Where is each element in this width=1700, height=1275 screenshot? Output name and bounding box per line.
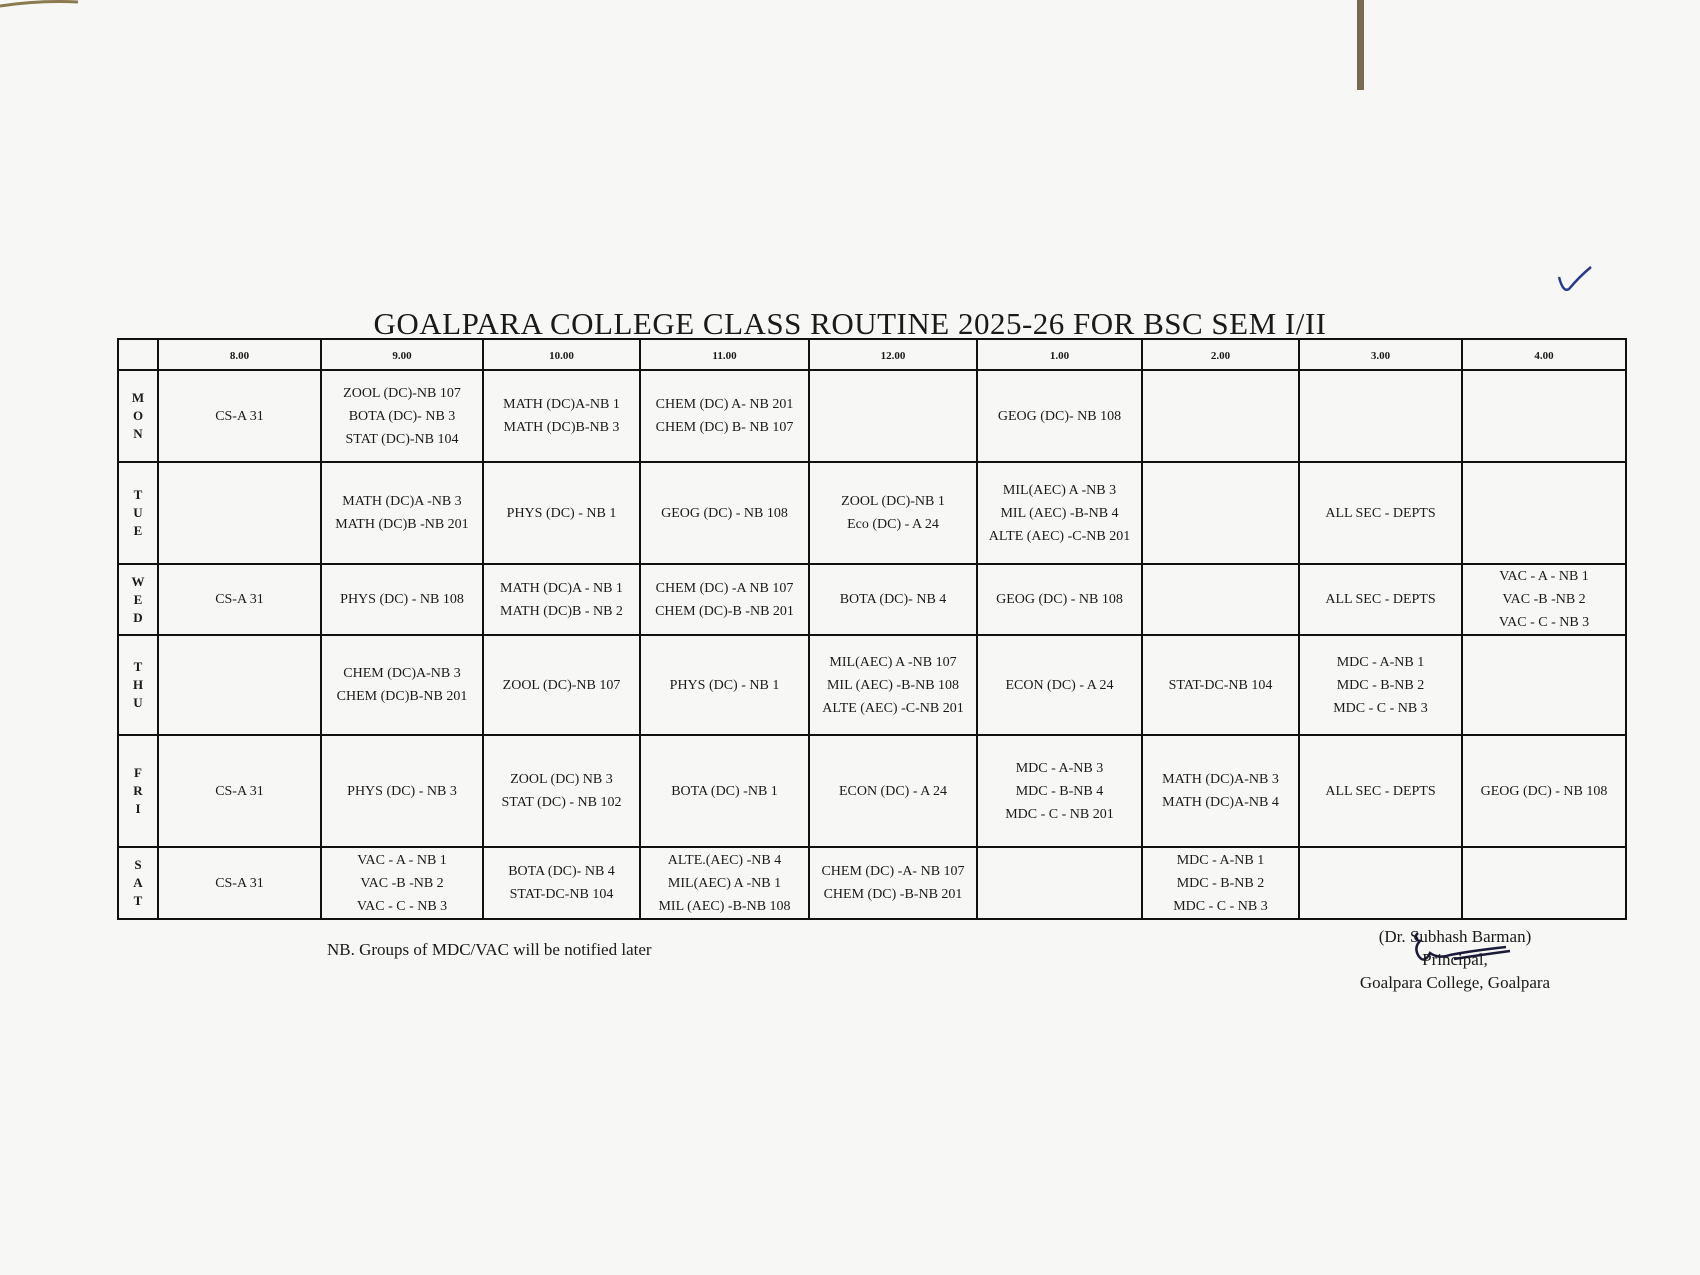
day-letter: W	[131, 573, 145, 589]
routine-cell	[158, 847, 321, 919]
class-entry: ZOOL (DC)-NB 107	[343, 385, 461, 401]
class-entry: MDC - B-NB 2	[1336, 677, 1425, 693]
signatory-institution: Goalpara College, Goalpara	[1359, 973, 1551, 992]
routine-cell	[1462, 564, 1626, 635]
routine-cell	[483, 635, 640, 735]
class-entry: STAT (DC) - NB 102	[501, 795, 622, 810]
class-entry: PHYS (DC) - NB 1	[669, 677, 780, 693]
class-entry: PHYS (DC) - NB 1	[506, 505, 617, 521]
time-slot-header: 9.00	[321, 339, 483, 370]
routine-cell	[483, 370, 640, 462]
class-entry: STAT-DC-NB 104	[1168, 677, 1273, 693]
routine-cell	[1299, 635, 1462, 735]
day-row	[118, 735, 1626, 847]
day-letter: U	[133, 695, 143, 710]
routine-cell	[158, 370, 321, 462]
routine-cell	[158, 462, 321, 564]
routine-cell	[483, 462, 640, 564]
class-entry: BOTA (DC)- NB 4	[839, 592, 947, 607]
day-letter: N	[133, 426, 143, 441]
class-entry: MIL(AEC) A -NB 107	[829, 654, 957, 670]
class-entry: ZOOL (DC) NB 3	[510, 772, 613, 787]
class-entry: CHEM (DC) A- NB 201	[655, 397, 794, 412]
class-entry: STAT-DC-NB 104	[509, 887, 614, 902]
routine-cell	[977, 635, 1142, 735]
day-letter: E	[133, 523, 143, 538]
class-entry: PHYS (DC) - NB 108	[340, 592, 464, 607]
routine-cell	[158, 564, 321, 635]
day-row	[118, 635, 1626, 735]
routine-cell	[809, 735, 977, 847]
signatory-designation: Principal,	[1422, 950, 1488, 969]
class-entry: GEOG (DC) - NB 108	[1480, 783, 1608, 799]
class-entry: MATH (DC)B-NB 3	[503, 420, 620, 435]
class-entry: CS-A 31	[215, 875, 264, 891]
routine-cell	[1462, 635, 1626, 735]
scan-edge-mark	[1354, 0, 1368, 92]
class-entry: CHEM (DC) -B-NB 201	[823, 887, 963, 902]
routine-cell	[809, 635, 977, 735]
signatory-name: (Dr. Subhash Barman)	[1378, 927, 1532, 946]
day-letter: T	[133, 659, 143, 674]
routine-cell	[1462, 847, 1626, 919]
routine-cell	[977, 735, 1142, 847]
scan-edge-mark	[0, 0, 80, 10]
class-entry: ZOOL (DC)-NB 107	[502, 677, 621, 693]
corner-cell	[118, 339, 158, 370]
class-entry: MIL (AEC) -B-NB 108	[658, 898, 791, 914]
routine-cell	[1462, 370, 1626, 462]
class-entry: ALL SEC - DEPTS	[1325, 783, 1436, 799]
day-label	[118, 735, 158, 847]
day-label	[118, 462, 158, 564]
class-entry: MDC - B-NB 4	[1015, 783, 1104, 799]
routine-cell	[977, 564, 1142, 635]
class-entry: GEOG (DC) - NB 108	[661, 505, 788, 521]
day-letter: O	[132, 408, 144, 423]
class-entry: MATH (DC)A-NB 1	[503, 397, 620, 412]
class-entry: CHEM (DC)B-NB 201	[336, 689, 468, 704]
class-entry: CHEM (DC)-B -NB 201	[655, 603, 794, 619]
routine-cell	[977, 462, 1142, 564]
class-entry: Eco (DC) - A 24	[847, 517, 939, 532]
class-entry: VAC -B -NB 2	[360, 875, 444, 891]
routine-cell	[1142, 847, 1299, 919]
routine-cell	[483, 735, 640, 847]
routine-cell	[321, 462, 483, 564]
day-row	[118, 564, 1626, 635]
routine-cell	[1299, 370, 1462, 462]
day-letter: T	[133, 893, 143, 908]
routine-cell	[977, 370, 1142, 462]
class-entry: ALTE (AEC) -C-NB 201	[988, 528, 1131, 544]
class-entry: VAC -B -NB 2	[1502, 592, 1586, 607]
routine-cell	[1299, 847, 1462, 919]
routine-cell	[1142, 462, 1299, 564]
routine-cell	[640, 462, 809, 564]
routine-cell	[809, 462, 977, 564]
class-entry: CS-A 31	[215, 408, 264, 424]
class-entry: CHEM (DC) -A NB 107	[655, 580, 794, 596]
class-entry: MDC - C - NB 201	[1005, 806, 1114, 822]
class-entry: ALL SEC - DEPTS	[1325, 505, 1436, 521]
time-slot-header: 10.00	[483, 339, 640, 370]
class-entry: MATH (DC)A - NB 1	[500, 580, 623, 596]
routine-cell	[1142, 635, 1299, 735]
routine-cell	[640, 564, 809, 635]
routine-cell	[640, 370, 809, 462]
class-entry: CHEM (DC) B- NB 107	[655, 420, 794, 435]
class-entry: MIL (AEC) -B-NB 108	[826, 677, 960, 693]
day-letter: F	[134, 765, 142, 780]
class-entry: ZOOL (DC)-NB 1	[841, 494, 945, 509]
class-entry: ECON (DC) - A 24	[1005, 677, 1114, 693]
day-row	[118, 847, 1626, 919]
routine-cell	[640, 847, 809, 919]
class-entry: ALTE.(AEC) -NB 4	[667, 852, 782, 868]
day-label	[118, 847, 158, 919]
time-header-row	[118, 339, 1626, 370]
class-entry: VAC - A - NB 1	[357, 852, 447, 868]
routine-cell	[321, 564, 483, 635]
routine-cell	[321, 735, 483, 847]
class-entry: PHYS (DC) - NB 3	[347, 783, 457, 799]
time-slot-header: 1.00	[977, 339, 1142, 370]
routine-cell	[1299, 735, 1462, 847]
time-slot-header: 3.00	[1299, 339, 1462, 370]
day-label	[118, 635, 158, 735]
class-entry: ALTE (AEC) -C-NB 201	[822, 700, 964, 716]
class-entry: CHEM (DC) -A- NB 107	[821, 864, 965, 879]
routine-cell	[158, 635, 321, 735]
day-letter: U	[133, 505, 143, 520]
day-letter: I	[135, 801, 141, 816]
class-entry: BOTA (DC)- NB 4	[508, 864, 615, 879]
routine-cell	[321, 847, 483, 919]
class-entry: STAT (DC)-NB 104	[345, 431, 459, 447]
routine-cell	[483, 564, 640, 635]
class-entry: GEOG (DC)- NB 108	[997, 408, 1122, 424]
class-entry: MATH (DC)B -NB 201	[335, 517, 469, 532]
routine-cell	[1299, 564, 1462, 635]
day-label	[118, 370, 158, 462]
day-letter: D	[133, 609, 143, 625]
class-entry: ALL SEC - DEPTS	[1325, 592, 1436, 607]
class-entry: VAC - C - NB 3	[1498, 615, 1590, 630]
routine-table	[117, 338, 1627, 920]
class-entry: MIL (AEC) -B-NB 4	[1000, 505, 1119, 521]
class-entry: VAC - A - NB 1	[1499, 569, 1589, 584]
routine-cell	[1142, 735, 1299, 847]
routine-cell	[1299, 462, 1462, 564]
routine-cell	[640, 735, 809, 847]
routine-cell	[1462, 462, 1626, 564]
day-letter: M	[131, 390, 145, 405]
class-entry: MATH (DC)B - NB 2	[500, 603, 623, 619]
day-row	[118, 370, 1626, 462]
routine-body	[118, 370, 1626, 919]
class-entry: MDC - A-NB 1	[1176, 852, 1265, 868]
routine-cell	[483, 847, 640, 919]
class-entry: BOTA (DC)- NB 3	[348, 408, 456, 424]
signature-block	[1330, 925, 1580, 994]
class-entry: GEOG (DC) - NB 108	[996, 592, 1123, 607]
routine-cell	[640, 635, 809, 735]
day-label	[118, 564, 158, 635]
routine-cell	[809, 370, 977, 462]
routine-cell	[1142, 370, 1299, 462]
day-letter: T	[133, 487, 143, 502]
day-letter: H	[132, 677, 144, 692]
class-entry: MDC - A-NB 3	[1015, 760, 1104, 776]
class-entry: MATH (DC)A-NB 3	[1162, 772, 1279, 787]
day-letter: S	[134, 857, 142, 872]
class-entry: MIL(AEC) A -NB 3	[1002, 482, 1117, 498]
routine-cell	[321, 370, 483, 462]
class-entry: MATH (DC)A -NB 3	[342, 494, 462, 509]
routine-cell	[1142, 564, 1299, 635]
routine-cell	[809, 564, 977, 635]
class-entry: ECON (DC) - A 24	[838, 783, 948, 799]
class-entry: MDC - B-NB 2	[1176, 875, 1265, 891]
class-entry: CS-A 31	[215, 592, 264, 607]
class-entry: MDC - C - NB 3	[1173, 898, 1268, 914]
page-title: GOALPARA COLLEGE CLASS ROUTINE 2025-26 FOR BSC SEM I/II	[373, 306, 1327, 341]
class-entry: MDC - A-NB 1	[1336, 654, 1425, 670]
routine-cell	[977, 847, 1142, 919]
day-row	[118, 462, 1626, 564]
time-slot-header: 2.00	[1142, 339, 1299, 370]
routine-cell	[1462, 735, 1626, 847]
class-entry: CS-A 31	[215, 783, 264, 799]
routine-cell	[321, 635, 483, 735]
class-entry: MATH (DC)A-NB 4	[1162, 795, 1279, 810]
time-slot-header: 4.00	[1462, 339, 1626, 370]
routine-cell	[158, 735, 321, 847]
class-entry: MIL(AEC) A -NB 1	[667, 875, 782, 891]
day-letter: A	[133, 875, 143, 890]
check-mark-icon	[1555, 263, 1595, 297]
class-entry: MDC - C - NB 3	[1333, 700, 1428, 716]
class-entry: VAC - C - NB 3	[356, 898, 448, 914]
routine-cell	[809, 847, 977, 919]
class-entry: BOTA (DC) -NB 1	[671, 783, 778, 799]
time-slot-header: 8.00	[158, 339, 321, 370]
day-letter: E	[133, 591, 143, 607]
time-slot-header: 11.00	[640, 339, 809, 370]
footnote: NB. Groups of MDC/VAC will be notified later	[327, 940, 652, 959]
day-letter: R	[133, 783, 143, 798]
class-entry: CHEM (DC)A-NB 3	[343, 666, 461, 681]
time-slot-header: 12.00	[809, 339, 977, 370]
